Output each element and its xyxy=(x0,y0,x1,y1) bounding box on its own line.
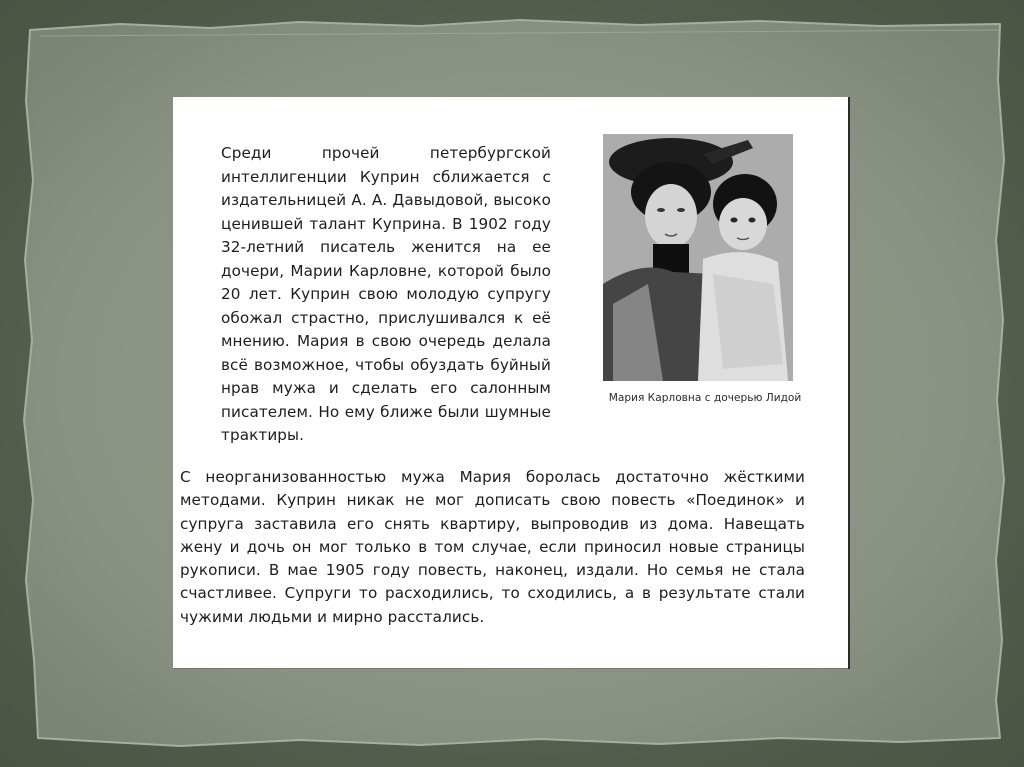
paragraph-top: Среди прочей петербургской интеллигенции Куприн сближается с издательницей А. А. Давыдовой, высоко ценившей талант Куприна. В 1902 году 32-летний писатель женится на ее дочери, Марии Карловне, которой было 20 лет. Куприн свою молодую супругу обожал страстно, прислушивался к её мнению. Мария в свою очередь делала всё возможное, чтобы обуздать буйный нрав мужа и сделать его салонным писателем. Но ему ближе были шумные трактиры. xyxy=(221,144,551,444)
card-edge-shadow xyxy=(848,97,850,669)
text-card xyxy=(173,97,849,668)
paragraph-bottom: С неорганизованностью мужа Мария боролась достаточно жёсткими методами. Куприн никак не мог дописать свою повесть «Поединок» и супруга заставила его снять квартиру, выпроводив из дома. Навещать жену и дочь он мог только в том случае, если приносил новые страницы рукописи. В мае 1905 году повесть, наконец, издали. Но семья не стала счастливее. Супруги то расходились, то сходились, а в результате стали чужими людьми и мирно расстались. xyxy=(180,468,805,626)
portrait-photo xyxy=(603,134,793,381)
photo-caption: Мария Карловна с дочерью Лидой xyxy=(608,392,802,404)
